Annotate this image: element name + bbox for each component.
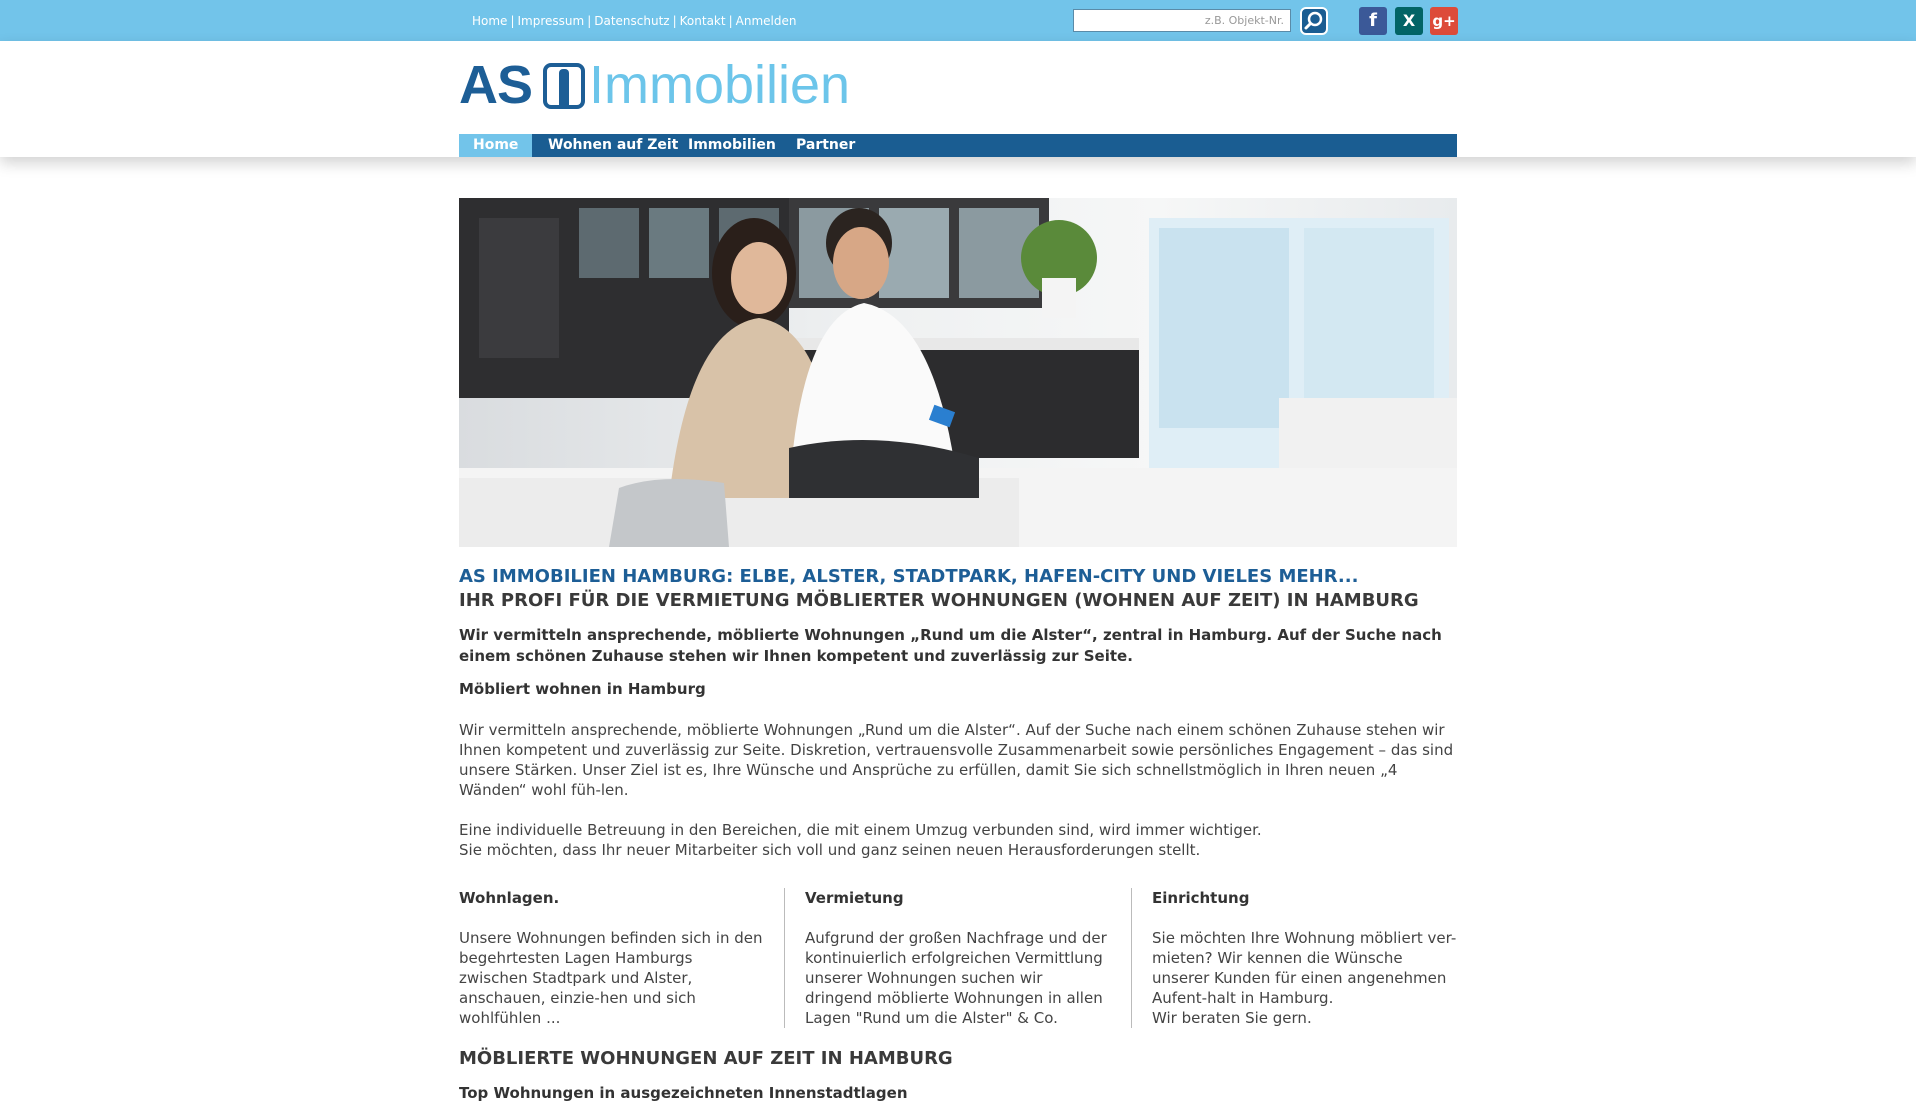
- column-vermietung: [805, 888, 1111, 1028]
- top-link-anmelden[interactable]: Anmelden: [735, 14, 797, 28]
- separator: |: [587, 14, 592, 28]
- nav-item-immobilien[interactable]: Immobilien: [688, 137, 776, 153]
- google-plus-icon[interactable]: g+: [1430, 7, 1458, 35]
- column-text-2: Wir beraten Sie gern.: [1152, 1009, 1312, 1027]
- search-input[interactable]: [1073, 9, 1291, 32]
- column-title: Wohnlagen.: [459, 889, 560, 907]
- top-link-kontakt[interactable]: Kontakt: [679, 14, 726, 28]
- column-wohnlagen: [459, 888, 765, 1028]
- separator: |: [672, 14, 677, 28]
- top-link-impressum[interactable]: Impressum: [517, 14, 585, 28]
- page-subtitle: IHR PROFI FÜR DIE VERMIETUNG MÖBLIERTER WOHNUNGEN (WOHNEN AUF ZEIT) IN HAMBURG: [459, 590, 1419, 611]
- search-icon: [1302, 9, 1326, 33]
- column-title: Vermietung: [805, 889, 904, 907]
- paragraph-2-line-2: Sie möchten, dass Ihr neuer Mitarbeiter sich voll und ganz seinen neuen Herausforderungen stellt.: [459, 841, 1201, 859]
- nav-item-wohnen-auf-zeit[interactable]: Wohnen auf Zeit: [548, 137, 679, 153]
- nav-item-partner[interactable]: Partner: [796, 137, 856, 153]
- column-text: Sie möchten Ihre Wohnung möbliert ver-mieten? Wir kennen die Wünsche unserer Kunden für einen angenehmen Aufent-halt in Hamburg.: [1152, 929, 1457, 1007]
- top-links: [472, 14, 796, 28]
- intro-paragraph: Wir vermitteln ansprechende, möblierte Wohnungen „Rund um die Alster“. Auf der Suche nach einem schönen Zuhause stehen wir Ihnen kompetent und zuverlässig zur Seite. Diskretion, vertrauensvolle Zusammenarbeit sowie persönliches Engagement – das sind unsere Stärken. Unser Ziel ist es, Ihre Wünsche und Ansprüche zu erfüllen, damit Sie sich schnellstmöglich in Ihren neuen „4 Wänden“ wohl füh-len.: [459, 721, 1454, 799]
- lead-text: Wir vermitteln ansprechende, möblierte Wohnungen „Rund um die Alster“, zentral in Hamburg. Auf der Suche nach einem schönen Zuhause stehen wir Ihnen kompetent und zuverlässig zur Seite.: [459, 626, 1442, 665]
- hero-image: [459, 198, 1457, 547]
- paragraph-2: [459, 820, 1457, 860]
- main-content: [459, 565, 1457, 1103]
- column-text: Aufgrund der großen Nachfrage und der kontinuierlich erfolgreichen Vermittlung unserer Wohnungen suchen wir dringend möblierte Wohnungen in allen Lagen "Rund um die Alster" & Co.: [805, 929, 1107, 1027]
- separator: |: [510, 14, 515, 28]
- column-einrichtung: [1152, 888, 1458, 1028]
- page-title: AS IMMOBILIEN HAMBURG: ELBE, ALSTER, STADTPARK, HAFEN-CITY UND VIELES MEHR...: [459, 566, 1359, 587]
- divider: [784, 888, 785, 1028]
- section-subtitle: Top Wohnungen in ausgezeichneten Innenstadtlagen: [459, 1084, 908, 1102]
- feature-columns: [459, 888, 1457, 1033]
- hero-illustration: [459, 198, 1457, 547]
- section-title: MÖBLIERTE WOHNUNGEN AUF ZEIT IN HAMBURG: [459, 1048, 953, 1069]
- paragraph-2-line-1: Eine individuelle Betreuung in den Bereichen, die mit einem Umzug verbunden sind, wird immer wichtiger.: [459, 821, 1262, 839]
- section-heading: Möbliert wohnen in Hamburg: [459, 680, 706, 698]
- logo-immobilien: Immobilien: [589, 55, 851, 115]
- column-text: Unsere Wohnungen befinden sich in den begehrtesten Lagen Hamburgs zwischen Stadtpark und Alster, anschauen, einzie-hen und sich wohlfühlen ...: [459, 929, 763, 1027]
- xing-icon[interactable]: X: [1395, 7, 1423, 35]
- facebook-icon[interactable]: f: [1359, 7, 1387, 35]
- logo-as: AS: [459, 55, 533, 115]
- main-nav: [459, 134, 1457, 157]
- tower-icon: [543, 63, 585, 109]
- column-title: Einrichtung: [1152, 889, 1250, 907]
- divider: [1131, 888, 1132, 1028]
- nav-item-home[interactable]: Home: [459, 134, 532, 157]
- separator: |: [728, 14, 733, 28]
- top-link-datenschutz[interactable]: Datenschutz: [594, 14, 670, 28]
- top-link-home[interactable]: Home: [472, 14, 508, 28]
- search-button[interactable]: [1300, 7, 1328, 35]
- top-bar: [0, 0, 1916, 41]
